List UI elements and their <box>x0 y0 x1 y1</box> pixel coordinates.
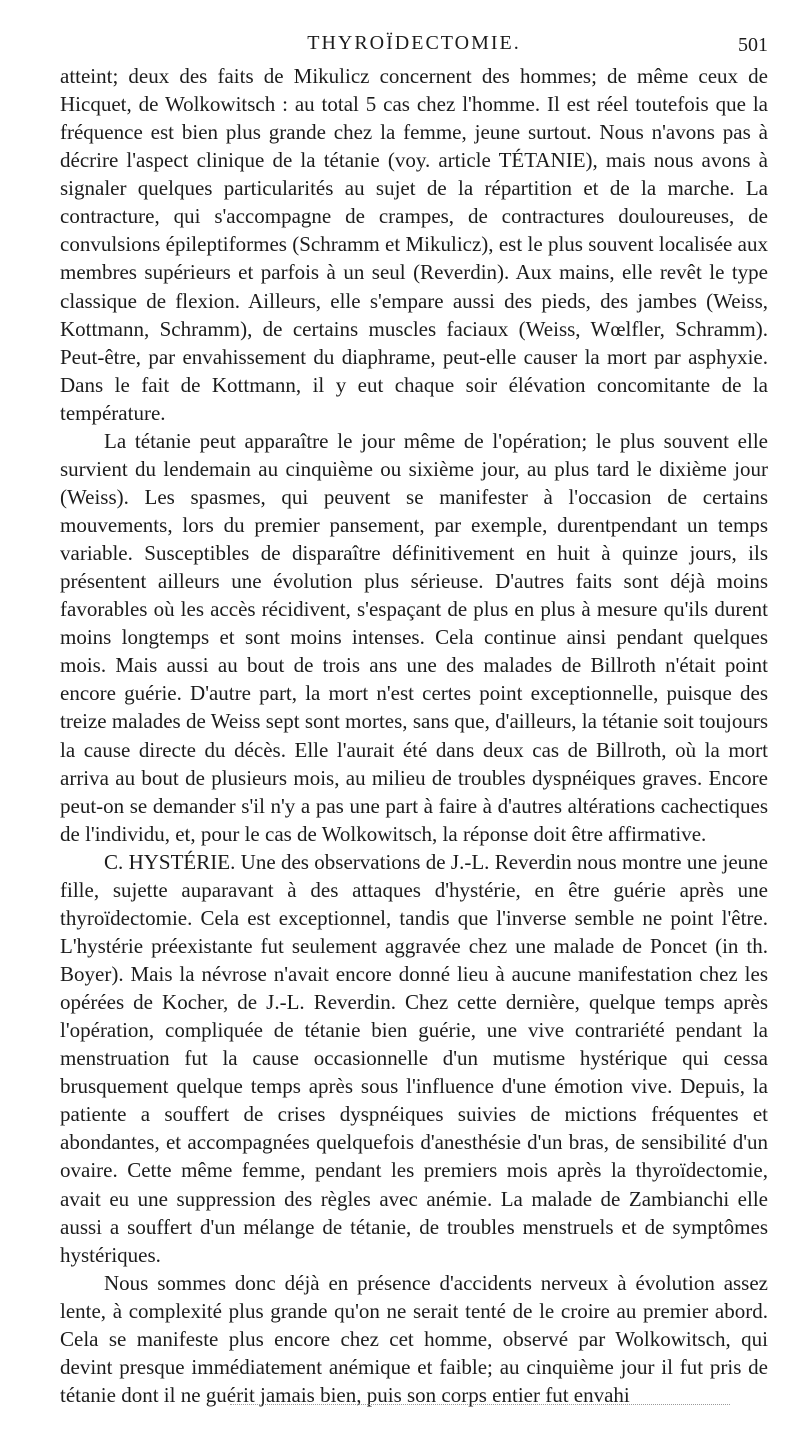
paragraph-hysterie: C. HYSTÉRIE. Une des observations de J.-L. Reverdin nous montre une jeune fille, sujette auparavant à des attaques d'hystérie, en être guérie après une thyroïdectomie. Cela est exceptionnel, tandis que l'inverse semble ne point l'être. L'hystérie préexistante fut seulement aggravée chez une malade de Poncet (in th. Boyer). Mais la névrose n'avait encore donné lieu à aucune manifestation chez les opérées de Kocher, de J.-L. Reverdin. Chez cette dernière, quelque temps après l'opération, compliquée de tétanie bien guérie, une vive contrariété pendant la menstruation fut la cause occasionnelle d'un mutisme hystérique qui cessa brusquement quelque temps après sous l'influence d'une émotion vive. Depuis, la patiente a souffert de crises dyspnéiques suivies de mictions fréquentes et abondantes, et accompagnées quelquefois d'anesthésie d'un bras, de sensibilité d'un ovaire. Cette même femme, pendant les premiers mois après la thyroïdectomie, avait eu une suppression des règles avec anémie. La malade de Zambianchi elle aussi a souffert d'un mélange de tétanie, de troubles menstruels et de symptômes hystériques. <box>60 849 768 1267</box>
running-title: THYROÏDECTOMIE. <box>307 32 521 54</box>
paragraph-accidents-nerveux: Nous sommes donc déjà en présence d'accidents nerveux à évolution assez lente, à complexité plus grande qu'on ne serait tenté de le croire au premier abord. Cela se manifeste plus encore chez cet homme, observé par Wolkowitsch, qui devint presque immédiatement anémique et faible; au cinquième jour il fut pris de tétanie dont il ne guérit jamais bien, puis son corps entier fut envahi <box>60 1270 768 1407</box>
body-text <box>60 62 768 1409</box>
paragraph-tetanie-continued: atteint; deux des faits de Mikulicz concernent des hommes; de même ceux de Hicquet, de Wolkowitsch : au total 5 cas chez l'homme. Il est réel toutefois que la fréquence est bien plus grande chez la femme, jeune surtout. Nous n'avons pas à décrire l'aspect clinique de la tétanie (voy. article TÉTANIE), mais nous avons à signaler quelques particularités au sujet de la répartition et de la marche. La contracture, qui s'accompagne de crampes, de contractures douloureuses, de convulsions épileptiformes (Schramm et Mikulicz), est le plus souvent localisée aux membres supérieurs et parfois à un seul (Reverdin). Aux mains, elle revêt le type classique de flexion. Ailleurs, elle s'empare aussi des pieds, des jambes (Weiss, Kottmann, Schramm), de certains muscles faciaux (Weiss, Wœlfler, Schramm). Peut-être, par envahissement du diaphrame, peut-elle causer la mort par asphyxie. Dans le fait de Kottmann, il y eut chaque soir élévation concomitante de la température. <box>60 64 768 425</box>
page-number: 501 <box>738 34 768 56</box>
paragraph-tetanie-evolution: La tétanie peut apparaître le jour même de l'opération; le plus souvent elle survient du lendemain au cinquième ou sixième jour, au plus tard le dixième jour (Weiss). Les spasmes, qui peuvent se manifester à l'occasion de certains mouvements, lors du premier pansement, par exemple, durentpendant un temps variable. Susceptibles de disparaître définitivement en huit à quinze jours, ils présentent ailleurs une évolution plus sérieuse. D'autres faits sont déjà moins favorables où les accès récidivent, s'espaçant de plus en plus à mesure qu'ils durent moins longtemps et sont moins intenses. Cela continue ainsi pendant quelques mois. Mais aussi au bout de trois ans une des malades de Billroth n'était point encore guérie. D'autre part, la mort n'est certes point exceptionnelle, puisque des treize malades de Weiss sept sont mortes, sans que, d'ailleurs, la tétanie soit toujours la cause directe du décès. Elle l'aurait été dans deux cas de Billroth, où la mort arriva au bout de plusieurs mois, au milieu de troubles dyspnéiques graves. Encore peut-on se demander s'il n'y a pas une part à faire à d'autres altérations cachectiques de l'individu, et, pour le cas de Wolkowitsch, la réponse doit être affirmative. <box>60 428 768 846</box>
footer-dotted-rule <box>230 1404 730 1405</box>
running-head <box>60 30 768 62</box>
